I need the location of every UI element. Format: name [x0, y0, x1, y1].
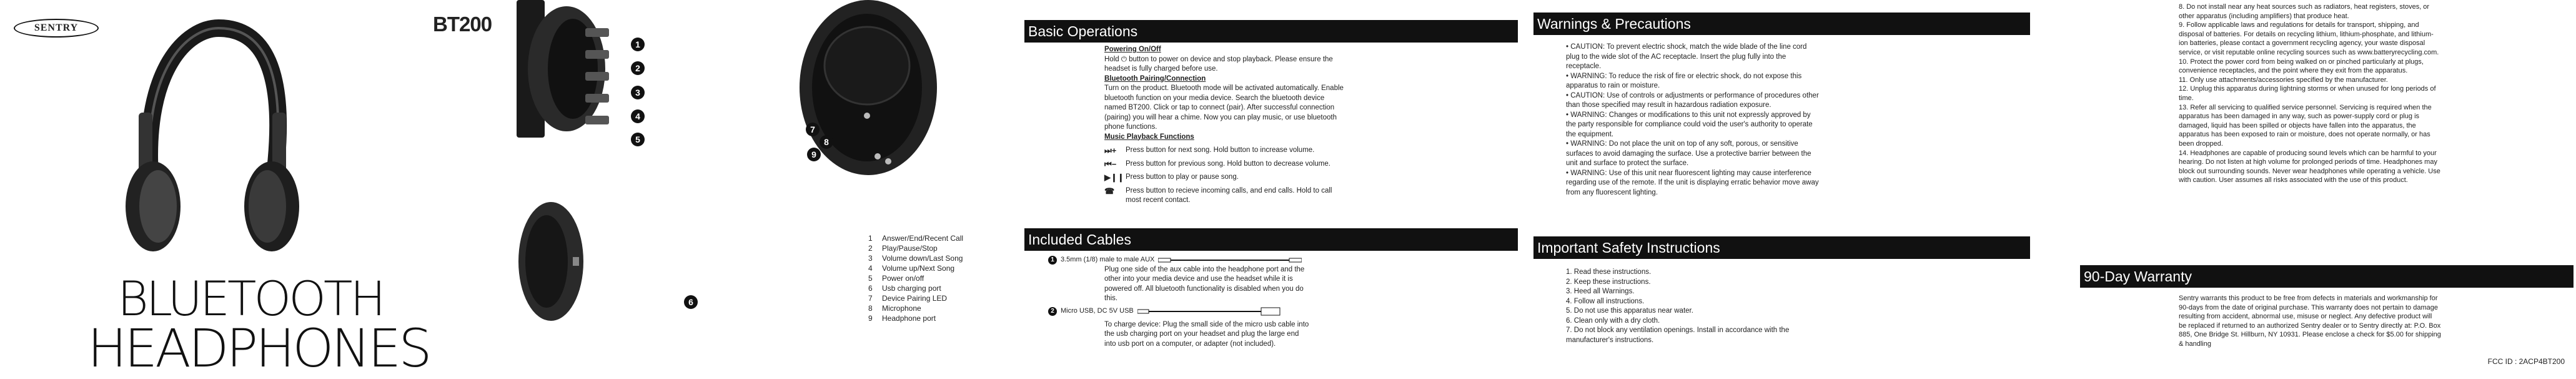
warning-item: • CAUTION: To prevent electric shock, match the wide blade of the line cord plug to the wide slot of the AC receptacle. Insert the plug fully into the receptacle.	[1566, 43, 1807, 70]
basic-operations-text	[1104, 45, 1348, 206]
legend-row: 7 Device Pairing LED	[868, 294, 948, 303]
cable-2-text: To charge device: Plug the small side of the micro usb cable into the usb charging port on your headset and plug the large end into usb port on a computer, or adapter (not included).	[1104, 320, 1309, 348]
cables-text	[1048, 255, 1310, 349]
phone-icon: ☎	[1104, 186, 1115, 196]
headphones-illustration	[119, 19, 306, 269]
title-line-2: HEADPHONES	[87, 318, 430, 379]
callout-3: 3	[631, 86, 645, 99]
legend-row: 3 Volume down/Last Song	[868, 254, 963, 263]
callout-4: 4	[631, 109, 645, 123]
model-number: BT200	[433, 13, 492, 36]
basic-operations-heading: Basic Operations	[1024, 20, 1518, 43]
safety-item: 13. Refer all servicing to qualified service personnel. Servicing is required when the apparatus has been damaged in any way, such as power-supply cord or plug is damaged, liquid has been spilled or objects have fallen into the apparatus, the apparatus has been exposed to rain or moisture, does not operate normally, or has been dropped.	[2179, 103, 2432, 148]
usb-cable-icon	[1137, 306, 1281, 316]
brand-logo: SENTRY	[14, 19, 99, 38]
safety-item: 5. Do not use this apparatus near water.	[1566, 307, 1693, 315]
warning-item: • WARNING: Changes or modifications to this unit not expressly approved by the party responsible for compliance could void the user's authority to operate the equipment.	[1566, 111, 1813, 138]
warnings-panel	[1527, 0, 2036, 375]
next-volume-up-icon: ⏭+	[1104, 146, 1117, 155]
safety-item: 1. Read these instructions.	[1566, 268, 1652, 276]
cable-1: 1 3.5mm (1/8) male to male AUX	[1048, 255, 1310, 265]
power-text: Hold ⏻ button to power on device and stop playback. Please ensure the headset is fully charged before use.	[1104, 55, 1333, 73]
warranty-panel	[2036, 0, 2576, 375]
pairing-text: Turn on the product. Bluetooth mode will be activated automatically. Enable bluetooth function on your media device. Search the bluetooth device named BT200. Click or tap to connect (pair). After successful connection (pairing) you will hear a chime. Now you can play music, or use bluetooth phone functions.	[1104, 84, 1344, 131]
legend-row: 8 Microphone	[868, 304, 921, 313]
cable-1-text: Plug one side of the aux cable into the headphone port and the other into your media device and use the headset while it is powered off. All bluetooth functionality is disabled when you do this.	[1104, 265, 1305, 302]
safety-heading: Important Safety Instructions	[1533, 236, 2030, 259]
warning-item: • CAUTION: Use of controls or adjustments or performance of procedures other than those specified may result in hazardous radiation exposure.	[1566, 91, 1819, 109]
warning-item: • WARNING: Do not place the unit on top of any soft, porous, or sensitive surfaces to avoid damaging the surface. Use a protective barrier between the unit and surface to protect the surface.	[1566, 140, 1811, 167]
callout-1: 1	[631, 38, 645, 51]
previous-volume-down-icon: ⏮−	[1104, 159, 1117, 169]
safety-item: 14. Headphones are capable of producing sound levels which can be harmful to your hearing. Do not listen at high volume for prolonged periods of time. Headphones may block out surrounding sounds. Never wear headphones while operating a vehicle. Use with caution. User assumes all risks associated with the use of this product.	[2179, 149, 2440, 184]
warranty-text: Sentry warrants this product to be free from defects in materials and workmanship for 90-days from the date of original purchase. This warranty does not pertain to damage resulting from accident, abnormal use, misuse or neglect. Any defective product will be replaced if returned to an authorized Sentry dealer or to Sentry directly at: P.O. Box 885, One Bridge St. Hillburn, NY 10931. Please enclose a check for $5.00 for shipping & handling	[2179, 295, 2441, 348]
warranty-heading: 90-Day Warranty	[2080, 265, 2574, 288]
safety-item: 3. Heed all Warnings.	[1566, 288, 1635, 295]
warnings-heading: Warnings & Precautions	[1533, 13, 2030, 35]
legend-row: 9 Headphone port	[868, 314, 936, 323]
safety-item: 9. Follow applicable laws and regulations for details for transport, shipping, and disposal of batteries. For details on recycling lithium, lithium-phosphate, and lithium-ion batteries, please contact a government recycling agency, your waste disposal service, or visit reputable online recycling sources such as www.batteryrecycling.com.	[2179, 21, 2439, 56]
callout-8: 8	[820, 135, 833, 149]
aux-cable-icon	[1158, 256, 1302, 264]
safety-item: 12. Unplug this apparatus during lightning storms or when unused for long periods of time.	[2179, 85, 2436, 102]
safety-item: 6. Clean only with a dry cloth.	[1566, 316, 1660, 325]
warnings-list	[1566, 43, 1822, 198]
legend-row: 6 Usb charging port	[868, 284, 941, 293]
function-row: ⏭+ Press button for next song. Hold button to increase volume.	[1104, 146, 1315, 155]
title-line-1: BLUETOOTH	[117, 271, 384, 326]
cable-2: 2 Micro USB, DC 5V USB	[1048, 306, 1310, 316]
cover-panel	[0, 0, 509, 379]
play-pause-icon: ▶❙❙	[1104, 173, 1124, 182]
callout-9: 9	[807, 148, 821, 161]
function-row: ☎ Press button to recieve incoming calls, and end calls. Hold to call most recent contact.	[1104, 186, 1332, 204]
safety-item: 4. Follow all instructions.	[1566, 297, 1645, 305]
callout-2: 2	[631, 61, 645, 75]
safety-item: 11. Only use attachments/accessories specified by the manufacturer.	[2179, 76, 2388, 84]
music-heading: Music Playback Functions	[1104, 133, 1194, 141]
safety-list	[1566, 268, 1822, 345]
fcc-id: FCC ID : 2ACP4BT200	[2487, 357, 2565, 366]
legend-row: 2 Play/Pause/Stop	[868, 244, 938, 253]
controls-legend	[868, 233, 963, 323]
operations-panel	[1018, 0, 1527, 375]
controls-panel	[509, 0, 1018, 375]
warning-item: • WARNING: To reduce the risk of fire or electric shock, do not expose this apparatus to rain or moisture.	[1566, 72, 1802, 89]
function-row: ⏮− Press button for previous song. Hold button to decrease volume.	[1104, 159, 1330, 169]
earcup-bottom-illustration	[517, 199, 585, 324]
power-heading: Powering On/Off	[1104, 46, 1161, 53]
safety-continued-list	[2179, 3, 2441, 185]
function-row: ▶❙❙ Press button to play or pause song.	[1104, 173, 1239, 182]
callout-7: 7	[806, 123, 820, 136]
pairing-heading: Bluetooth Pairing/Connection	[1104, 74, 1206, 83]
included-cables-heading: Included Cables	[1024, 228, 1518, 251]
callout-6: 6	[684, 295, 698, 309]
callout-5: 5	[631, 133, 645, 146]
legend-row: 5 Power on/off	[868, 274, 924, 283]
safety-item: 7. Do not block any ventilation openings. Install in accordance with the manufacturer's instructions.	[1566, 326, 1790, 344]
warning-item: • WARNING: Use of this unit near fluorescent lighting may cause interference regarding use of the remote. If the unit is displaying erratic behavior move away from any fluorescent lighting.	[1566, 169, 1819, 196]
legend-row: 1 Answer/End/Recent Call	[868, 234, 964, 243]
safety-item: 10. Protect the power cord from being walked on or pinched particularly at plugs, convenience receptacles, and the point where they exit from the apparatus.	[2179, 58, 2424, 75]
safety-item: 2. Keep these instructions.	[1566, 278, 1651, 286]
safety-item: 8. Do not install near any heat sources such as radiators, heat registers, stoves, or other apparatus (including amplifiers) that produce heat.	[2179, 3, 2430, 20]
legend-row: 4 Volume up/Next Song	[868, 264, 955, 273]
earcup-side-illustration	[517, 0, 617, 144]
